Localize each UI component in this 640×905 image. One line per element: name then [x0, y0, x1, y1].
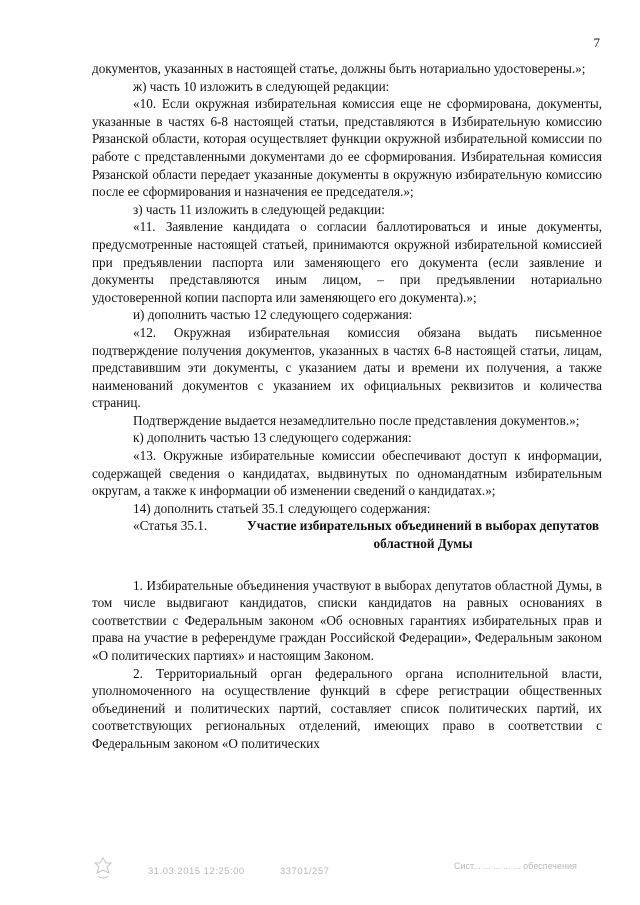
paragraph: з) часть 11 изложить в следующей редакции:	[133, 201, 385, 217]
clause: 2. Территориальный орган федерального органа исполнительной власти, уполномоченного на осуществление функций в сфере регистрации общественных объединений и политических партий, составляет список политических партий, их соответствующих региональных отделений, имеющих право в соответствии с Федеральным законом «О политических	[92, 665, 602, 751]
spacer	[92, 553, 602, 577]
emblem-icon	[92, 856, 114, 882]
footer-system-text: Сист... ... ... ... ... обеспечения	[454, 861, 577, 871]
paragraph: «13. Окружные избирательные комиссии обеспечивают доступ к информации, содержащей сведения о кандидатах, выдвинутых по одномандатным избирательным округам, а также к информации об изменении сведений о кандидатах.»;	[92, 448, 602, 499]
document-body	[92, 60, 602, 753]
paragraph: «12. Окружная избирательная комиссия обязана выдать письменное подтверждение получения документов, указанных в частях 6-8 настоящей статьи, лицам, представившим эти документы, с указанием даты и времени их получения, а также наименований документов с указанием их официальных реквизитов и количества страниц.	[92, 324, 602, 411]
paragraph: «10. Если окружная избирательная комиссия еще не сформирована, документы, указанные в частях 6-8 настоящей статьи, представляются в Избирательную комиссию Рязанской области, которая осуществляет функции окружной избирательной комиссии по работе с представленными документами до ее сформирования. Избирательная комиссия Рязанской области передает указанные документы в окружную избирательную комиссию после ее сформирования и назначения ее председателя.»;	[92, 96, 602, 200]
page-number: 7	[593, 35, 600, 50]
paragraph: к) дополнить частью 13 следующего содержания:	[133, 430, 412, 446]
paragraph: 14) дополнить статьей 35.1 следующего содержания:	[133, 500, 431, 516]
article-heading	[92, 517, 602, 552]
footer-date: 31.03.2015 12:25:00	[148, 866, 245, 877]
paragraph: Подтверждение выдается незамедлительно после представления документов.»;	[133, 412, 580, 428]
document-footer	[92, 856, 612, 886]
clause: 1. Избирательные объединения участвуют в выборах депутатов областной Думы, в том числе выдвигают кандидатов, списки кандидатов на равных основаниях в соответствии с Федеральным законом «Об основных гарантиях избирательных прав и права на участие в референдуме граждан Российской Федерации», Федеральным законом «О политических партиях» и настоящим Законом.	[92, 577, 602, 663]
paragraph: документов, указанных в настоящей статье, должны быть нотариально удостоверены.»;	[92, 61, 586, 76]
article-label: «Статья 35.1.	[133, 518, 208, 534]
paragraph: и) дополнить частью 12 следующего содержания:	[133, 307, 413, 323]
paragraph: ж) часть 10 изложить в следующей редакции:	[133, 78, 390, 94]
paragraph: «11. Заявление кандидата о согласии баллотироваться и иные документы, предусмотренные настоящей статьей, принимаются окружной избирательной комиссией при предъявлении паспорта или заменяющего его документа (если заявление и документы представляются иным лицом, – при предъявлении нотариально удостоверенной копии паспорта или заменяющего его документа).»;	[92, 219, 602, 305]
footer-doc-id: 33701/257	[280, 866, 330, 877]
article-title: Участие избирательных объединений в выборах депутатов областной Думы	[247, 518, 599, 552]
